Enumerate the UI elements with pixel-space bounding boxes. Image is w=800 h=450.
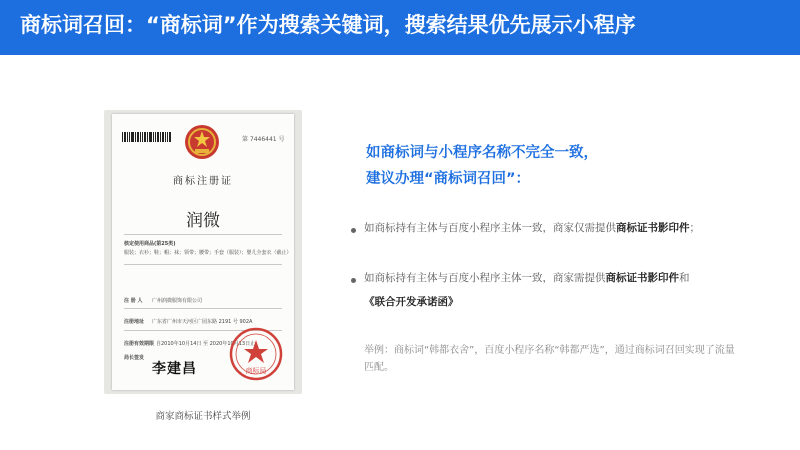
bullet-2-text: 如商标持有主体与百度小程序主体一致，商家需提供 — [364, 272, 606, 284]
bullet-1-bold: 商标证书影印件 — [616, 222, 690, 234]
official-seal-icon — [228, 326, 284, 382]
bullet-item-1 — [364, 217, 700, 239]
divider — [124, 234, 282, 235]
divider — [124, 308, 282, 309]
certificate-sheet — [112, 114, 294, 390]
section-heading-line2: 建议办理“商标词召回”： — [366, 171, 531, 187]
national-emblem-icon — [182, 122, 222, 162]
bullet-icon — [351, 228, 356, 233]
bullet-1-text: 如商标持有主体与百度小程序主体一致，商家仅需提供 — [364, 222, 616, 234]
bullet-item-2-line2 — [364, 291, 459, 313]
validity-label: 注册有效期限 — [124, 341, 155, 347]
signature: 李建昌 — [152, 361, 197, 377]
certificate-title: 商标注册证 — [173, 176, 233, 187]
goods-title: 核定使用商品(第25类) — [124, 241, 176, 247]
address-label: 注册地址 — [124, 319, 145, 325]
example-text: 举例：商标词“韩都衣舍”，百度小程序名称“韩都严选”，通过商标词召回实现了流量匹配。 — [364, 345, 735, 373]
bullet-item-2 — [364, 267, 690, 289]
registrant-value: 广州润微服饰有限公司 — [152, 298, 203, 304]
page-title: 商标词召回：“商标词”作为搜索关键词，搜索结果优先展示小程序 — [20, 13, 636, 37]
barcode-icon — [122, 132, 172, 144]
bullet-2-bold: 商标证书影印件 — [605, 272, 679, 284]
director-label: 局长签发 — [124, 355, 145, 361]
bullet-2-doc: 《联合开发承诺函》 — [364, 296, 459, 308]
bullet-1-tail: ； — [689, 222, 700, 234]
certificate-number: 第 7446441 号 — [242, 136, 285, 143]
bullet-2-tail: 和 — [679, 272, 690, 284]
address-value: 广东省广州市天河区广园东路 2191 号 902A — [152, 319, 253, 325]
image-caption: 商家商标证书样式举例 — [155, 411, 251, 422]
section-heading-line1: 如商标词与小程序名称不完全一致， — [366, 145, 598, 161]
divider — [124, 264, 282, 265]
bullet-icon — [351, 278, 356, 283]
trademark-text: 润微 — [186, 211, 220, 231]
registrant-label: 注 册 人 — [124, 298, 143, 304]
validity-value: 自2010年10月14日 至 2020年10月13日止 — [156, 341, 256, 347]
seal-text: 商标局 — [245, 367, 267, 375]
goods-text: 服装；衣衫；鞋；帽；袜；领带；腰带；手套（服装）；婴儿全套衣（截止） — [124, 250, 292, 256]
certificate-image — [104, 110, 302, 394]
header-bar — [0, 0, 800, 55]
